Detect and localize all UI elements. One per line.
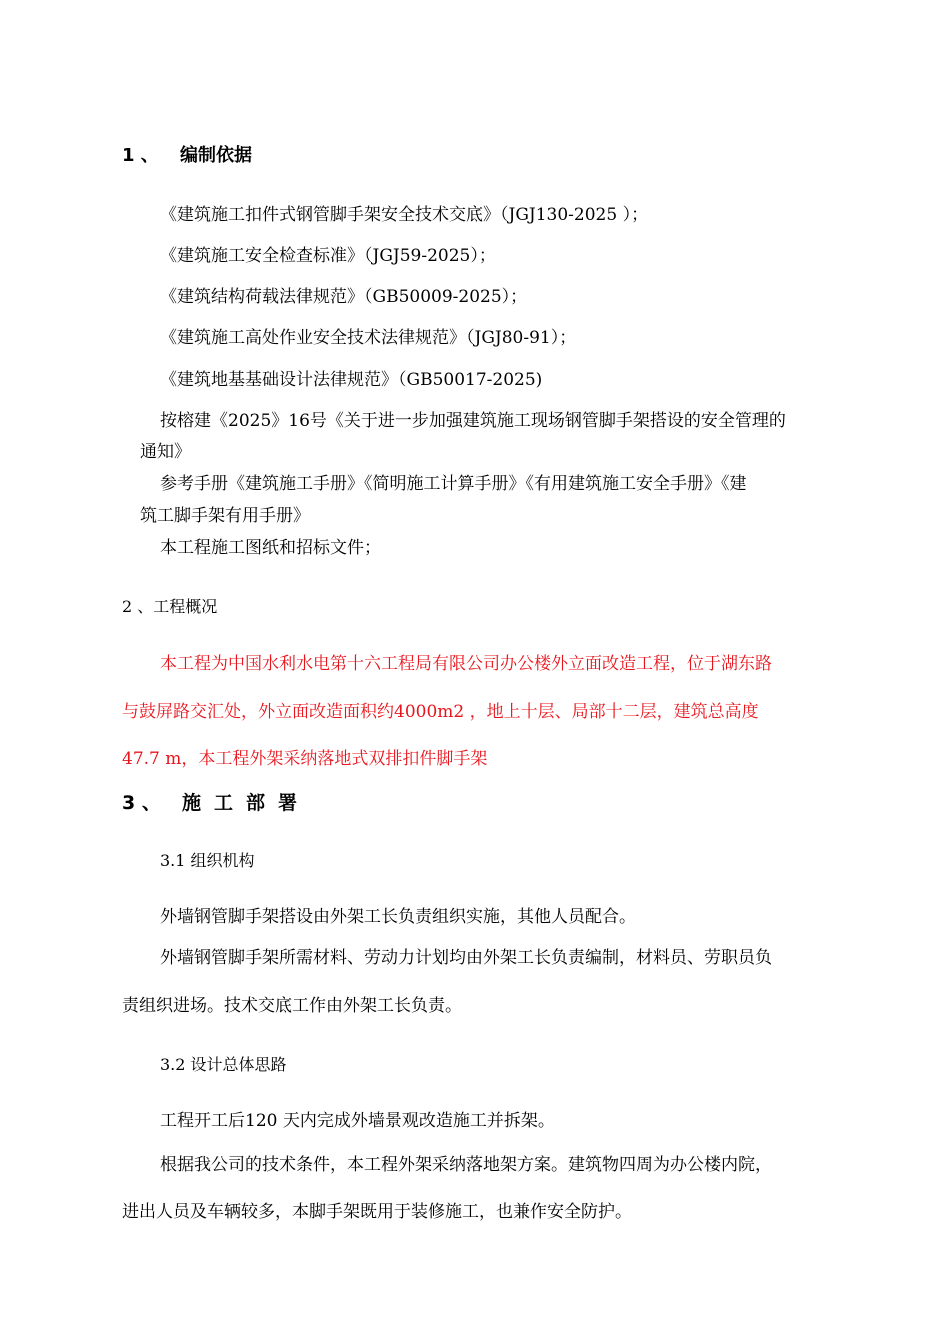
org-paragraph-2-line2: 责组织进场。技术交底工作由外架工长负责。 (122, 996, 462, 1016)
section1-heading (122, 144, 252, 168)
overview-line: 本工程为中国水利水电第十六工程局有限公司办公楼外立面改造工程，位于湖东路 (160, 654, 772, 674)
manual-text-line1: 参考手册《建筑施工手册》《简明施工计算手册》《有用建筑施工安全手册》《建 (160, 474, 747, 494)
design-paragraph-2-line1: 根据我公司的技术条件，本工程外架采纳落地架方案。建筑物四周为办公楼内院， (160, 1155, 772, 1175)
design-paragraph-2-line2: 进出人员及车辆较多，本脚手架既用于装修施工，也兼作安全防护。 (122, 1202, 632, 1222)
section1-number: 1 、 (122, 145, 159, 166)
ref-item: 《建筑结构荷载法律规范》（GB50009-2025）； (160, 287, 528, 307)
drawings-text: 本工程施工图纸和招标文件； (160, 538, 381, 558)
ref-item: 《建筑施工安全检查标准》（JGJ59-2025）； (160, 246, 496, 266)
ref-item: 《建筑施工高处作业安全技术法律规范》（JGJ80-91）； (160, 328, 577, 348)
section1-title: 编制依据 (180, 145, 252, 166)
section3-number: 3 、 (122, 792, 161, 814)
subsection-3-1-heading: 3.1 组织机构 (160, 851, 255, 870)
section3-heading (122, 791, 310, 815)
notice-text-line2: 通知》 (140, 442, 191, 462)
notice-text-line1: 按榕建《2025》16号《关于进一步加强建筑施工现场钢管脚手架搭设的安全管理的 (160, 411, 786, 431)
org-paragraph-2-line1: 外墙钢管脚手架所需材料、劳动力计划均由外架工长负责编制，材料员、劳职员负 (160, 948, 772, 968)
overview-line: 与鼓屏路交汇处，外立面改造面积约4000m2 ，地上十层、局部十二层，建筑总高度 (122, 702, 759, 722)
ref-item: 《建筑施工扣件式钢管脚手架安全技术交底》（JGJ130-2025 ）； (160, 205, 649, 225)
manual-text-line2: 筑工脚手架有用手册》 (140, 506, 310, 526)
subsection-3-2-heading: 3.2 设计总体思路 (160, 1055, 287, 1074)
design-paragraph-1: 工程开工后120 天内完成外墙景观改造施工并拆架。 (160, 1111, 555, 1131)
overview-line: 47.7 m，本工程外架采纳落地式双排扣件脚手架 (122, 749, 488, 769)
ref-item: 《建筑地基基础设计法律规范》（GB50017-2025) (160, 370, 543, 390)
org-paragraph-1: 外墙钢管脚手架搭设由外架工长负责组织实施，其他人员配合。 (160, 907, 636, 927)
section2-heading: 2 、工程概况 (122, 597, 218, 616)
section3-title: 施工部署 (182, 792, 311, 814)
